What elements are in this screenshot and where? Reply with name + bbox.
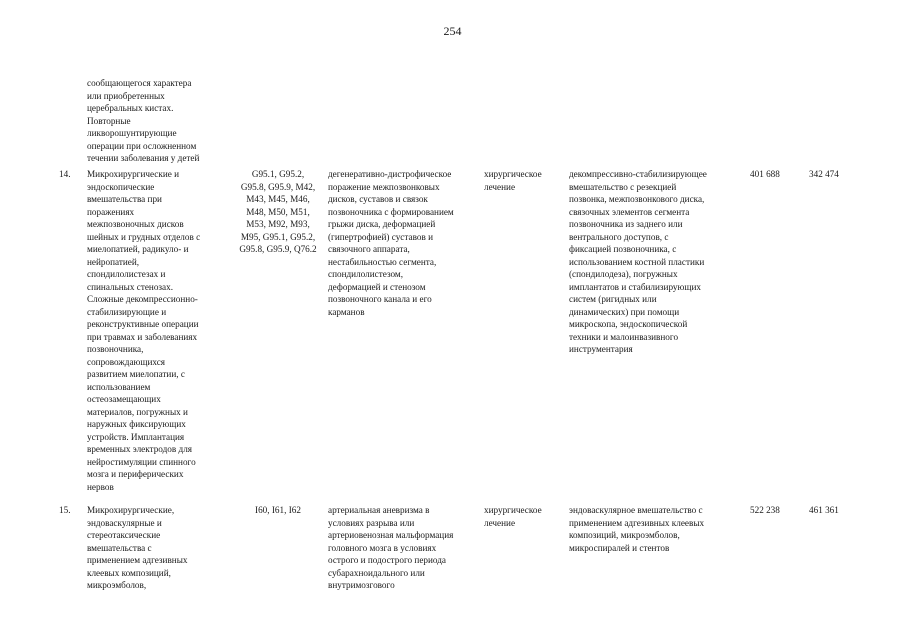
- patient-model: дегенеративно-дистрофическое поражение межпозвонковых дисков, суставов и связок позвоночника с формированием грыжи диска, деформацией (гипертрофией) суставов и связочного аппарата, нестабильностью сегмента, спондилолистезом, деформацией и стенозом позвоночного канала и его карманов: [328, 169, 454, 317]
- treatment-type: хирургическое лечение: [484, 505, 542, 528]
- row-number: 15.: [59, 505, 71, 515]
- icd-codes: I60, I61, I62: [255, 505, 301, 515]
- intervention-name: Микрохирургические и эндоскопические вмешательства при поражениях межпозвоночных дисков шейных и грудных отделов с миелопатией, радикуло- и нейропатией, спондилолистезах и спинальных стенозах. Сложные декомпрессионно- стабилизирующие и реконструктивные операции при травмах и заболеваниях позвоночника, сопровождающихся развитием миелопатии, с использованием остеозамещающих материалов, погружных и наружных фиксирующих устройств. Имплантация временных электродов для нейростимуляции спинного мозга и периферических нервов: [87, 169, 201, 492]
- cost-value-b: 461 361: [809, 505, 839, 515]
- treatment-method: декомпрессивно-стабилизирующее вмешательство с резекцией позвонка, межпозвонкового диска, связочных элементов сегмента позвоночника из заднего или вентрального доступов, с фиксацией позвоночника, с использованием костной пластики (спондилодеза), погружных имплантатов и стабилизирующих систем (ригидных или динамических) при помощи микроскопа, эндоскопической техники и малоинвазивного инструментария: [569, 169, 707, 354]
- row-number: 14.: [59, 169, 71, 179]
- cost-value-a: 522 238: [750, 505, 780, 515]
- patient-model: артериальная аневризма в условиях разрыва или артериовенозная мальформация головного мозга в условиях острого и подострого периода субарахноидального или внутримозгового: [328, 505, 454, 590]
- cost-value-b: 342 474: [809, 169, 839, 179]
- continuation-name-text: сообщающегося характера или приобретенных церебральных кистах. Повторные ликворошунтирующие операции при осложненном течении заболевания у детей: [87, 78, 200, 163]
- treatment-method: эндоваскулярное вмешательство с применением адгезивных клеевых композиций, микроэмболов, микроспиралей и стентов: [569, 505, 705, 553]
- icd-codes: G95.1, G95.2, G95.8, G95.9, M42, M43, M45, M46, M48, M50, M51, M53, M92, M93, M95, G95.1, G95.2, G95.8, G95.9, Q76.2: [239, 169, 317, 254]
- page-number: 254: [443, 24, 462, 38]
- cost-value-a: 401 688: [750, 169, 780, 179]
- treatment-type: хирургическое лечение: [484, 169, 542, 192]
- intervention-name: Микрохирургические, эндоваскулярные и стереотаксические вмешательства с применением адгезивных клеевых композиций, микроэмболов,: [87, 505, 188, 590]
